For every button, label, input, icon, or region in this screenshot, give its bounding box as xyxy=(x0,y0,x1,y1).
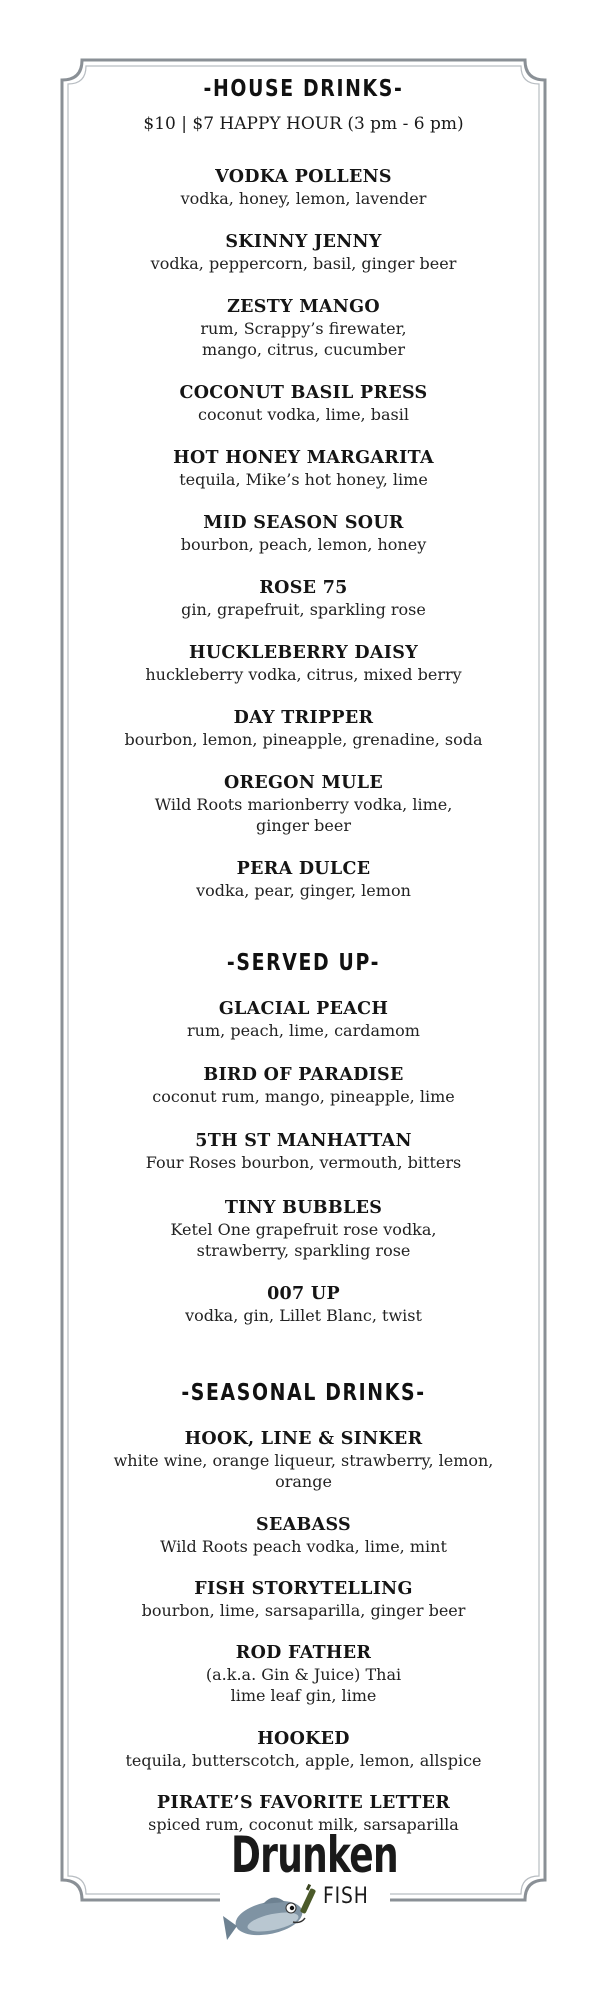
drink-item xyxy=(70,1130,537,1173)
drink-description: Wild Roots marionberry vodka, lime, ginger beer xyxy=(154,795,453,835)
section-title-served-up: -SERVED UP- xyxy=(226,950,381,976)
drink-name: BIRD OF PARADISE xyxy=(203,1065,404,1085)
drink-item xyxy=(70,1728,537,1771)
drink-name: ZESTY MANGO xyxy=(227,297,380,317)
drink-description: coconut vodka, lime, basil xyxy=(198,405,409,424)
drink-item xyxy=(175,296,432,360)
logo-text-drunken: Drunken xyxy=(231,1826,398,1884)
drink-item xyxy=(140,1197,467,1261)
served-up-section xyxy=(70,950,537,976)
drink-description: coconut rum, mango, pineapple, lime xyxy=(152,1087,455,1106)
drink-name: FISH STORYTELLING xyxy=(194,1579,413,1599)
drink-name: HUCKLEBERRY DAISY xyxy=(188,643,418,663)
drink-item xyxy=(70,577,537,620)
drink-description: vodka, honey, lemon, lavender xyxy=(180,189,427,208)
price-line: $10 | $7 HAPPY HOUR (3 pm - 6 pm) xyxy=(143,114,464,134)
drink-item xyxy=(70,1283,537,1326)
drink-item xyxy=(105,1428,502,1492)
drink-name: OREGON MULE xyxy=(224,773,383,793)
seasonal-drinks-section xyxy=(70,1380,537,1406)
drink-item xyxy=(150,772,457,836)
house-drinks-section xyxy=(70,76,537,134)
drink-description: Ketel One grapefruit rose vodka, strawberry, sparkling rose xyxy=(170,1220,437,1260)
section-title-house-drinks: -HOUSE DRINKS- xyxy=(203,76,404,102)
logo-text-fish: FISH xyxy=(323,1884,369,1909)
drink-name: ROSE 75 xyxy=(259,578,348,598)
drink-item xyxy=(70,642,537,685)
drink-name: MID SEASON SOUR xyxy=(203,513,404,533)
drink-name: HOT HONEY MARGARITA xyxy=(173,448,434,468)
drink-description: vodka, gin, Lillet Blanc, twist xyxy=(185,1306,422,1325)
drink-description: huckleberry vodka, citrus, mixed berry xyxy=(145,665,462,684)
drink-description: rum, peach, lime, cardamom xyxy=(187,1021,420,1040)
drink-description: tequila, butterscotch, apple, lemon, allspice xyxy=(125,1751,482,1770)
drink-item xyxy=(70,512,537,555)
drink-item xyxy=(70,231,537,274)
drink-description: bourbon, peach, lemon, honey xyxy=(180,535,427,554)
drink-name: 5TH ST MANHATTAN xyxy=(195,1131,412,1151)
drink-item xyxy=(70,1578,537,1621)
drink-name: SKINNY JENNY xyxy=(225,232,382,252)
drink-item xyxy=(70,1064,537,1107)
drink-item xyxy=(70,1514,537,1557)
drink-description: tequila, Mike’s hot honey, lime xyxy=(179,470,428,489)
drink-description: rum, Scrappy’s firewater, mango, citrus, cucumber xyxy=(200,319,407,359)
drink-name: 007 UP xyxy=(267,1284,340,1304)
drink-name: VODKA POLLENS xyxy=(215,167,392,187)
drink-description: vodka, pear, ginger, lemon xyxy=(196,881,411,900)
drink-description: Wild Roots peach vodka, lime, mint xyxy=(160,1537,447,1556)
drink-description: gin, grapefruit, sparkling rose xyxy=(181,600,426,619)
drink-description: vodka, peppercorn, basil, ginger beer xyxy=(150,254,457,273)
drink-name: COCONUT BASIL PRESS xyxy=(179,383,428,403)
drink-item xyxy=(70,707,537,750)
drink-name: TINY BUBBLES xyxy=(224,1198,383,1218)
drink-item xyxy=(70,166,537,209)
drink-description: bourbon, lemon, pineapple, grenadine, soda xyxy=(124,730,483,749)
drink-item xyxy=(190,1642,417,1706)
drunken-fish-logo xyxy=(215,1826,398,1946)
drink-name: HOOKED xyxy=(257,1729,350,1749)
drink-name: PIRATE’S FAVORITE LETTER xyxy=(156,1793,451,1813)
drink-description: Four Roses bourbon, vermouth, bitters xyxy=(145,1153,462,1172)
section-title-seasonal-drinks: -SEASONAL DRINKS- xyxy=(181,1380,426,1406)
drink-item xyxy=(70,447,537,490)
drink-description: white wine, orange liqueur, strawberry, lemon, orange xyxy=(113,1451,494,1491)
drink-name: PERA DULCE xyxy=(236,859,371,879)
drink-item xyxy=(70,858,537,901)
drink-name: SEABASS xyxy=(256,1515,351,1535)
drink-name: GLACIAL PEACH xyxy=(218,999,389,1019)
drink-item xyxy=(70,382,537,425)
drink-item xyxy=(70,998,537,1041)
drink-description: spiced rum, coconut milk, sarsaparilla xyxy=(148,1815,459,1834)
drink-name: HOOK, LINE & SINKER xyxy=(184,1429,423,1449)
drink-description: (a.k.a. Gin & Juice) Thai lime leaf gin, lime xyxy=(205,1665,402,1705)
drink-description: bourbon, lime, sarsaparilla, ginger beer xyxy=(141,1601,466,1620)
drink-name: DAY TRIPPER xyxy=(233,708,374,728)
fish-icon xyxy=(223,1882,323,1948)
drink-name: ROD FATHER xyxy=(235,1643,372,1663)
